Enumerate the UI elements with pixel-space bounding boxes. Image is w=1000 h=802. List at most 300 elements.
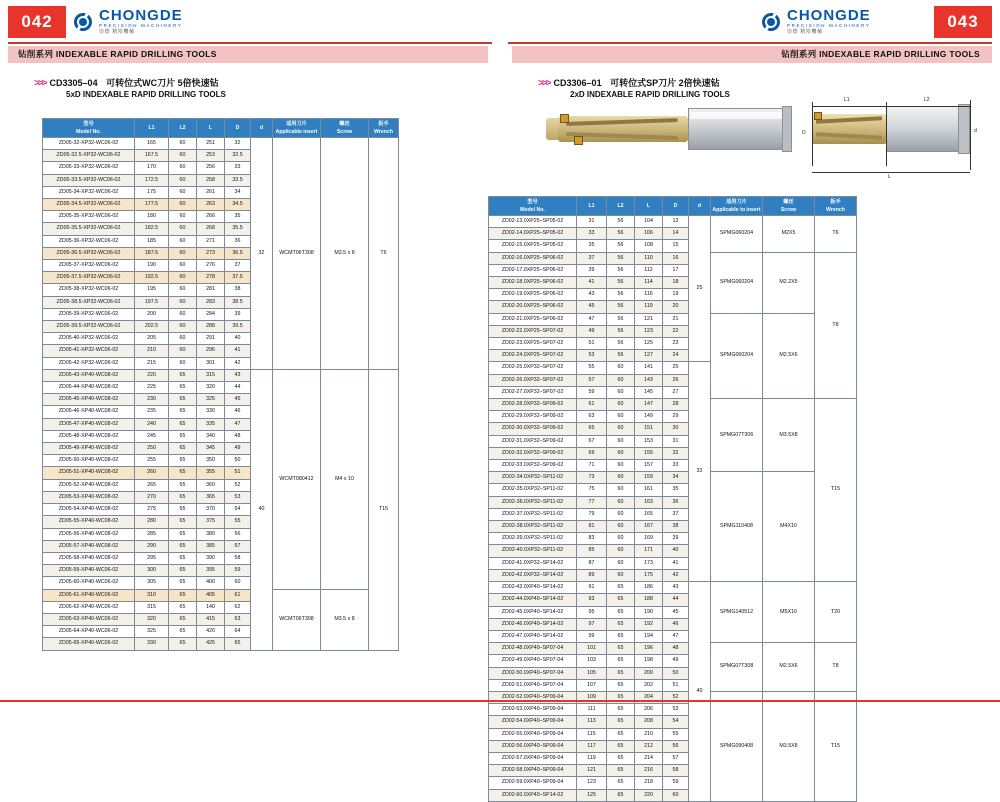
model-cell: ZD02-36.0XP32–SP11-02 <box>489 496 577 508</box>
l-cell: 355 <box>197 467 225 479</box>
l-cell: 140 <box>197 601 225 613</box>
model-cell: ZD02-39.0XP32–SP11-02 <box>489 533 577 545</box>
model-cell: ZD02-13.0XP25–SP05-02 <box>489 216 577 228</box>
d-upper-cell: 26 <box>663 374 689 386</box>
l1-cell: 210 <box>135 345 169 357</box>
model-cell: ZD05-52-XP40-WC08-02 <box>43 479 135 491</box>
l2-cell: 60 <box>607 569 635 581</box>
model-cell: ZD05-65-XP40-WC06-02 <box>43 638 135 650</box>
l1-cell: 125 <box>577 789 607 801</box>
l-cell: 251 <box>197 138 225 150</box>
l2-cell: 65 <box>607 777 635 789</box>
col-l2-left: L2 <box>169 119 197 138</box>
section-en-left: 5xD INDEXABLE RAPID DRILLING TOOLS <box>66 90 226 99</box>
l-cell: 395 <box>197 565 225 577</box>
l-cell: 157 <box>635 460 663 472</box>
l-cell: 114 <box>635 277 663 289</box>
d-upper-cell: 35 <box>663 484 689 496</box>
screw-cell: M2.2X5 <box>763 252 815 313</box>
d-upper-cell: 42 <box>225 357 251 369</box>
d-upper-cell: 54 <box>225 504 251 516</box>
l2-cell: 56 <box>607 252 635 264</box>
d-upper-cell: 60 <box>663 789 689 801</box>
l-cell: 116 <box>635 289 663 301</box>
d-upper-cell: 51 <box>663 679 689 691</box>
model-cell: ZD05-33-XP32-WC06-02 <box>43 162 135 174</box>
l-cell: 159 <box>635 472 663 484</box>
model-cell: ZD02-45.0XP40–SP14-02 <box>489 606 577 618</box>
l1-cell: 111 <box>577 704 607 716</box>
l-cell: 268 <box>197 223 225 235</box>
l1-cell: 73 <box>577 472 607 484</box>
l-cell: 261 <box>197 186 225 198</box>
l-cell: 281 <box>197 284 225 296</box>
l1-cell: 105 <box>577 667 607 679</box>
col-insert-left: 适用刀片 Applicable insert <box>273 119 321 138</box>
d-upper-cell: 46 <box>663 618 689 630</box>
l-cell: 271 <box>197 235 225 247</box>
screw-cell: M2X5 <box>763 216 815 253</box>
d-upper-cell: 57 <box>225 540 251 552</box>
model-cell: ZD05-43-XP40-WC08-02 <box>43 369 135 381</box>
l-cell: 405 <box>197 589 225 601</box>
table-header-row-left <box>43 119 399 138</box>
divider-top-left <box>8 42 492 44</box>
l1-cell: 45 <box>577 301 607 313</box>
l2-cell: 60 <box>169 174 197 186</box>
d-upper-cell: 49 <box>663 655 689 667</box>
d-upper-cell: 22 <box>663 325 689 337</box>
l-cell: 175 <box>635 569 663 581</box>
model-cell: ZD05-42-XP32-WC06-02 <box>43 357 135 369</box>
l2-cell: 60 <box>607 545 635 557</box>
model-cell: ZD05-35.5-XP32-WC06-02 <box>43 223 135 235</box>
l2-cell: 65 <box>169 382 197 394</box>
l1-cell: 85 <box>577 545 607 557</box>
model-cell: ZD05-46-XP40-WC08-02 <box>43 406 135 418</box>
l-cell: 335 <box>197 418 225 430</box>
table-row <box>489 472 857 484</box>
l1-cell: 240 <box>135 418 169 430</box>
l-cell: 200 <box>635 667 663 679</box>
col-d-lower-left: d <box>251 119 273 138</box>
l1-cell: 320 <box>135 613 169 625</box>
table-row <box>489 643 857 655</box>
d-upper-cell: 38.5 <box>225 296 251 308</box>
l-cell: 210 <box>635 728 663 740</box>
l2-cell: 60 <box>607 411 635 423</box>
l1-cell: 79 <box>577 508 607 520</box>
l1-cell: 177.5 <box>135 199 169 211</box>
model-cell: ZD05-39-XP32-WC06-02 <box>43 308 135 320</box>
l2-cell: 56 <box>607 338 635 350</box>
l2-cell: 60 <box>169 260 197 272</box>
l2-cell: 65 <box>607 655 635 667</box>
l2-cell: 65 <box>607 765 635 777</box>
l-cell: 218 <box>635 777 663 789</box>
l2-cell: 60 <box>169 333 197 345</box>
l2-cell: 65 <box>607 728 635 740</box>
l2-cell: 65 <box>169 430 197 442</box>
d-upper-cell: 37.5 <box>225 272 251 284</box>
model-cell: ZD02-46.0XP40–SP14-02 <box>489 618 577 630</box>
l-cell: 147 <box>635 399 663 411</box>
l2-cell: 65 <box>169 528 197 540</box>
col-l1-right: L1 <box>577 197 607 216</box>
l1-cell: 41 <box>577 277 607 289</box>
l-cell: 125 <box>635 338 663 350</box>
d-upper-cell: 65 <box>225 638 251 650</box>
d-upper-cell: 41 <box>225 345 251 357</box>
l1-cell: 121 <box>577 765 607 777</box>
l1-cell: 175 <box>135 186 169 198</box>
d-upper-cell: 24 <box>663 350 689 362</box>
model-cell: ZD02-43.0XP40–SP14-02 <box>489 582 577 594</box>
d-upper-cell: 19 <box>663 289 689 301</box>
l1-cell: 103 <box>577 655 607 667</box>
l2-cell: 56 <box>607 228 635 240</box>
l-cell: 400 <box>197 577 225 589</box>
model-cell: ZD05-40-XP32-WC06-02 <box>43 333 135 345</box>
l-cell: 284 <box>197 308 225 320</box>
d-upper-cell: 14 <box>663 228 689 240</box>
footer-divider <box>0 700 1000 702</box>
col-insert-right: 适用刀片 Applicable to insert <box>711 197 763 216</box>
l1-cell: 275 <box>135 504 169 516</box>
l-cell: 258 <box>197 174 225 186</box>
model-cell: ZD05-35-XP32-WC06-02 <box>43 211 135 223</box>
l1-cell: 87 <box>577 557 607 569</box>
model-cell: ZD02-40.0XP32–SP11-02 <box>489 545 577 557</box>
l2-cell: 65 <box>607 752 635 764</box>
l1-cell: 97 <box>577 618 607 630</box>
insert-icon-1 <box>560 114 569 123</box>
l1-cell: 89 <box>577 569 607 581</box>
l-cell: 121 <box>635 313 663 325</box>
d-upper-cell: 44 <box>225 382 251 394</box>
model-cell: ZD05-50-XP40-WC08-02 <box>43 455 135 467</box>
section-en-right: 2xD INDEXABLE RAPID DRILLING TOOLS <box>570 90 730 99</box>
model-cell: ZD02-53.0XP40–SP09-04 <box>489 704 577 716</box>
insert-cell: SPMG060204 <box>711 252 763 313</box>
l-cell: 202 <box>635 679 663 691</box>
l1-cell: 43 <box>577 289 607 301</box>
col-wrench-right: 扳手 Wrench <box>815 197 857 216</box>
col-model-right: 型号 Model No. <box>489 197 577 216</box>
model-cell: ZD05-47-XP40-WC08-02 <box>43 418 135 430</box>
d-upper-cell: 43 <box>225 369 251 381</box>
l2-cell: 65 <box>607 594 635 606</box>
l1-cell: 192.5 <box>135 272 169 284</box>
insert-cell: SPMG060204 <box>711 216 763 253</box>
d-upper-cell: 56 <box>663 740 689 752</box>
brand-tagline-en-left: PRECISION MACHINERY <box>99 23 183 28</box>
l2-cell: 65 <box>169 443 197 455</box>
l-cell: 119 <box>635 301 663 313</box>
l1-cell: 65 <box>577 423 607 435</box>
d-upper-cell: 51 <box>225 467 251 479</box>
l2-cell: 65 <box>169 626 197 638</box>
l1-cell: 255 <box>135 455 169 467</box>
l-cell: 345 <box>197 443 225 455</box>
model-cell: ZD02-30.0XP32–SP09-02 <box>489 423 577 435</box>
l1-cell: 290 <box>135 540 169 552</box>
l2-cell: 65 <box>607 740 635 752</box>
l2-cell: 60 <box>607 435 635 447</box>
d-upper-cell: 25 <box>663 362 689 374</box>
l1-cell: 285 <box>135 528 169 540</box>
wrench-cell: T6 <box>815 216 857 253</box>
l2-cell: 60 <box>169 321 197 333</box>
l-cell: 192 <box>635 618 663 630</box>
model-cell: ZD05-51-XP40-WC08-02 <box>43 467 135 479</box>
l2-cell: 60 <box>607 533 635 545</box>
model-cell: ZD05-62-XP40-WC06-02 <box>43 601 135 613</box>
model-cell: ZD02-50.0XP40–SP07-04 <box>489 667 577 679</box>
l1-cell: 305 <box>135 577 169 589</box>
model-cell: ZD02-26.0XP32–SP07-02 <box>489 374 577 386</box>
d-upper-cell: 58 <box>225 552 251 564</box>
wrench-cell: T8 <box>815 252 857 398</box>
l-cell: 212 <box>635 740 663 752</box>
l1-cell: 71 <box>577 460 607 472</box>
l2-cell: 65 <box>169 406 197 418</box>
l1-cell: 63 <box>577 411 607 423</box>
col-model-left: 型号 Model No. <box>43 119 135 138</box>
d-upper-cell: 32 <box>225 138 251 150</box>
d-lower-cell: 32 <box>689 362 711 582</box>
d-upper-cell: 34.5 <box>225 199 251 211</box>
l-cell: 149 <box>635 411 663 423</box>
l2-cell: 60 <box>169 357 197 369</box>
l2-cell: 65 <box>607 606 635 618</box>
model-cell: ZD05-38-XP32-WC06-02 <box>43 284 135 296</box>
l-cell: 360 <box>197 479 225 491</box>
d-lower-cell: 32 <box>251 138 273 370</box>
chevron-right-icon-right: >>> <box>538 78 550 89</box>
l2-cell: 65 <box>169 638 197 650</box>
l-cell: 276 <box>197 260 225 272</box>
d-upper-cell: 40 <box>663 545 689 557</box>
dim-label-L2: L2 <box>924 97 930 103</box>
d-upper-cell: 44 <box>663 594 689 606</box>
l-cell: 370 <box>197 504 225 516</box>
l2-cell: 60 <box>169 186 197 198</box>
model-cell: ZD02-29.0XP32–SP09-02 <box>489 411 577 423</box>
insert-cell: WCMT06T308 <box>273 589 321 650</box>
l-cell: 216 <box>635 765 663 777</box>
model-cell: ZD05-37-XP32-WC06-02 <box>43 260 135 272</box>
l2-cell: 65 <box>169 394 197 406</box>
table-header-row-right <box>489 197 857 216</box>
l2-cell: 65 <box>607 679 635 691</box>
d-upper-cell: 60 <box>225 577 251 589</box>
l-cell: 301 <box>197 357 225 369</box>
model-cell: ZD02-28.0XP32–SP09-02 <box>489 399 577 411</box>
l-cell: 380 <box>197 528 225 540</box>
l1-cell: 113 <box>577 716 607 728</box>
model-cell: ZD02-42.0XP32–SP14-02 <box>489 569 577 581</box>
l2-cell: 60 <box>169 138 197 150</box>
brand-name-left: CHONGDE <box>99 7 183 24</box>
l1-cell: 325 <box>135 626 169 638</box>
l2-cell: 65 <box>169 467 197 479</box>
insert-cell: SPMG110408 <box>711 472 763 582</box>
chongde-logo-icon-right <box>760 11 782 33</box>
table-row <box>43 589 399 601</box>
table-row <box>43 138 399 150</box>
d-upper-cell: 59 <box>225 565 251 577</box>
model-cell: ZD05-63-XP40-WC06-02 <box>43 613 135 625</box>
col-d-lower-right: d <box>689 197 711 216</box>
l-cell: 340 <box>197 430 225 442</box>
l-cell: 141 <box>635 362 663 374</box>
d-upper-cell: 48 <box>225 430 251 442</box>
l-cell: 263 <box>197 199 225 211</box>
l-cell: 266 <box>197 211 225 223</box>
model-cell: ZD02-41.0XP32–SP14-02 <box>489 557 577 569</box>
l2-cell: 60 <box>607 472 635 484</box>
model-cell: ZD05-58-XP40-WC08-02 <box>43 552 135 564</box>
l1-cell: 170 <box>135 162 169 174</box>
d-upper-cell: 20 <box>663 301 689 313</box>
insert-cell: SPMG07T308 <box>711 643 763 692</box>
d-upper-cell: 64 <box>225 626 251 638</box>
section-cn-right: 可转位式SP刀片 2倍快速钻 <box>610 78 720 88</box>
insert-cell: WCMT080412 <box>273 369 321 589</box>
l2-cell: 56 <box>607 216 635 228</box>
l-cell: 283 <box>197 296 225 308</box>
l-cell: 190 <box>635 606 663 618</box>
l1-cell: 123 <box>577 777 607 789</box>
model-cell: ZD02-16.0XP25–SP06-02 <box>489 252 577 264</box>
l1-cell: 57 <box>577 374 607 386</box>
d-upper-cell: 63 <box>225 613 251 625</box>
l2-cell: 60 <box>607 508 635 520</box>
d-upper-cell: 47 <box>663 630 689 642</box>
model-cell: ZD02-44.0XP40–SP14-02 <box>489 594 577 606</box>
l2-cell: 56 <box>607 350 635 362</box>
page-number-right: 043 <box>934 6 992 38</box>
l2-cell: 60 <box>607 423 635 435</box>
l1-cell: 115 <box>577 728 607 740</box>
l1-cell: 235 <box>135 406 169 418</box>
model-cell: ZD02-22.0XP25–SP07-02 <box>489 325 577 337</box>
right-spec-table <box>488 196 857 802</box>
d-upper-cell: 56 <box>225 528 251 540</box>
brand-name-right: CHONGDE <box>787 7 871 24</box>
left-spec-table <box>42 118 399 651</box>
d-upper-cell: 27 <box>663 386 689 398</box>
l1-cell: 61 <box>577 399 607 411</box>
d-upper-cell: 13 <box>663 216 689 228</box>
l1-cell: 51 <box>577 338 607 350</box>
table-row <box>489 252 857 264</box>
model-cell: ZD02-38.0XP32–SP11-02 <box>489 521 577 533</box>
l-cell: 186 <box>635 582 663 594</box>
model-cell: ZD05-33.5-XP32-WC06-02 <box>43 174 135 186</box>
d-upper-cell: 55 <box>225 516 251 528</box>
model-cell: ZD05-44-XP40-WC08-02 <box>43 382 135 394</box>
l2-cell: 60 <box>169 296 197 308</box>
d-upper-cell: 61 <box>225 589 251 601</box>
l1-cell: 59 <box>577 386 607 398</box>
d-upper-cell: 34 <box>663 472 689 484</box>
d-upper-cell: 53 <box>663 704 689 716</box>
l1-cell: 180 <box>135 211 169 223</box>
wrench-cell: T20 <box>815 582 857 643</box>
wrench-cell: T8 <box>815 643 857 692</box>
l2-cell: 65 <box>607 716 635 728</box>
col-wrench-left: 扳手 Wrench <box>369 119 399 138</box>
l2-cell: 65 <box>169 613 197 625</box>
model-cell: ZD05-34.5-XP32-WC06-02 <box>43 199 135 211</box>
screw-cell: M4X10 <box>763 472 815 582</box>
d-upper-cell: 45 <box>225 394 251 406</box>
section-code-left: CD3305–04 <box>49 78 98 88</box>
l2-cell: 60 <box>169 272 197 284</box>
l2-cell: 65 <box>607 667 635 679</box>
col-screw-left: 螺丝 Screw <box>321 119 369 138</box>
l1-cell: 205 <box>135 333 169 345</box>
col-l-right: L <box>635 197 663 216</box>
model-cell: ZD02-60.0XP40–SP14-02 <box>489 789 577 801</box>
l-cell: 143 <box>635 374 663 386</box>
l1-cell: 83 <box>577 533 607 545</box>
l1-cell: 245 <box>135 430 169 442</box>
section-code-right: CD3306–01 <box>553 78 602 88</box>
l2-cell: 65 <box>169 565 197 577</box>
title-bar-right: 钻削系列 INDEXABLE RAPID DRILLING TOOLS <box>512 46 992 63</box>
d-upper-cell: 34 <box>225 186 251 198</box>
insert-cell: WCMT06T308 <box>273 138 321 370</box>
l-cell: 365 <box>197 491 225 503</box>
l2-cell: 60 <box>169 247 197 259</box>
l-cell: 169 <box>635 533 663 545</box>
divider-top-right <box>508 42 992 44</box>
l1-cell: 182.5 <box>135 223 169 235</box>
model-cell: ZD02-25.0XP32–SP07-02 <box>489 362 577 374</box>
l2-cell: 65 <box>607 630 635 642</box>
d-upper-cell: 55 <box>663 728 689 740</box>
d-upper-cell: 48 <box>663 643 689 655</box>
model-cell: ZD02-47.0XP40–SP14-02 <box>489 630 577 642</box>
l-cell: 153 <box>635 435 663 447</box>
l-cell: 110 <box>635 252 663 264</box>
col-l1-left: L1 <box>135 119 169 138</box>
l-cell: 106 <box>635 228 663 240</box>
l-cell: 206 <box>635 704 663 716</box>
l2-cell: 60 <box>607 521 635 533</box>
d-upper-cell: 43 <box>663 582 689 594</box>
d-upper-cell: 38 <box>225 284 251 296</box>
model-cell: ZD05-41-XP32-WC06-02 <box>43 345 135 357</box>
l2-cell: 60 <box>607 399 635 411</box>
l2-cell: 65 <box>169 455 197 467</box>
l1-cell: 300 <box>135 565 169 577</box>
l1-cell: 310 <box>135 589 169 601</box>
l-cell: 204 <box>635 691 663 703</box>
model-cell: ZD02-18.0XP25–SP06-02 <box>489 277 577 289</box>
d-upper-cell: 35 <box>225 211 251 223</box>
model-cell: ZD05-59-XP40-WC06-02 <box>43 565 135 577</box>
screw-cell: M3.5X8 <box>763 399 815 472</box>
l-cell: 127 <box>635 350 663 362</box>
model-cell: ZD05-57-XP40-WC08-02 <box>43 540 135 552</box>
l1-cell: 230 <box>135 394 169 406</box>
l-cell: 151 <box>635 423 663 435</box>
l2-cell: 60 <box>169 223 197 235</box>
